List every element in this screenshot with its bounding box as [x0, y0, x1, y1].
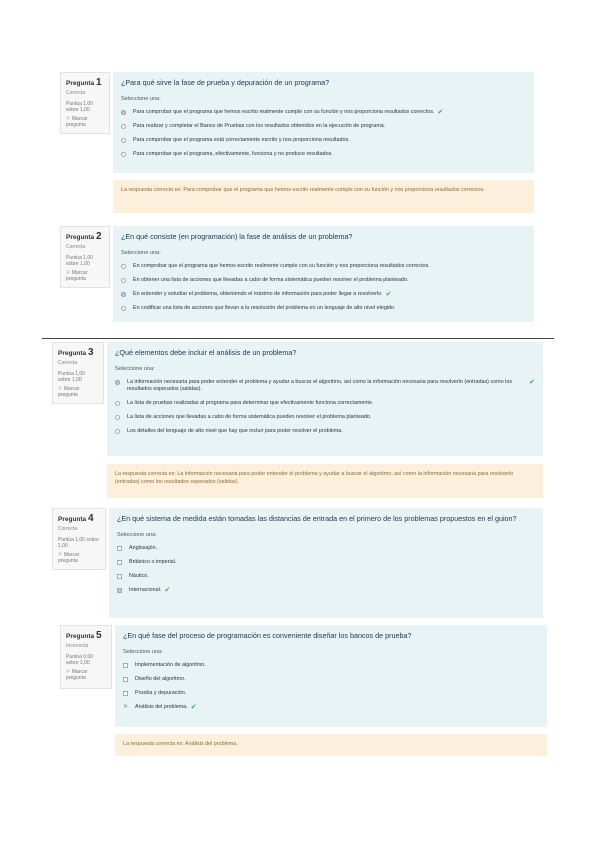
answer-option[interactable]: [117, 545, 535, 552]
question-number: 1: [95, 77, 102, 88]
answer-text: Para comprobar que el programa que hemos escrito realmente cumple con su función y nos proporciona resultados correctos.: [133, 109, 435, 115]
answer-text: Náutico.: [129, 573, 149, 579]
flag-question[interactable]: [66, 116, 104, 128]
question-prompt: ¿Qué elementos debe incluir el análisis de un problema?: [115, 348, 297, 357]
page-divider: [42, 338, 554, 339]
answer-option[interactable]: [121, 263, 526, 270]
flag-label: Marcar pregunta: [66, 270, 88, 282]
checkbox[interactable]: [123, 677, 128, 682]
answer-text: Anglosajón.: [129, 545, 158, 551]
question-number: 3: [87, 347, 94, 358]
correct-check-icon: ✔: [190, 704, 197, 711]
radio-button[interactable]: [121, 278, 126, 283]
flag-question[interactable]: [66, 669, 106, 681]
flag-question[interactable]: [58, 552, 100, 564]
answer-option[interactable]: [123, 704, 539, 711]
question-title: [58, 347, 98, 358]
question-score: Puntúa 1,00 sobre 1,00: [58, 371, 85, 383]
answer-text: En codificar una lista de acciones que llevan a la resolución del problema en un lenguaje de alto nivel elegido.: [133, 305, 396, 311]
question-state: Correcta: [58, 360, 78, 366]
correct-check-icon: ✔: [385, 291, 392, 298]
feedback-box: La respuesta correcta es: Para comprobar que el programa que hemos escrito realmente cumple con su función y nos proporciona resultados correctos.: [113, 180, 534, 213]
question-state: Correcta: [66, 244, 86, 250]
answer-option[interactable]: [123, 662, 539, 669]
radio-button[interactable]: [115, 401, 120, 406]
answer-text: Para comprobar que el programa, efectivamente, funciona y no produce resultados.: [133, 151, 333, 157]
question-number: 2: [95, 231, 102, 242]
checkbox[interactable]: [117, 588, 122, 593]
answer-option[interactable]: [117, 573, 535, 580]
flag-label: Marcar pregunta: [58, 386, 80, 398]
checkbox[interactable]: [123, 691, 128, 696]
answer-option[interactable]: [121, 109, 526, 116]
question-info: [60, 625, 112, 689]
radio-button[interactable]: [121, 152, 126, 157]
answer-text: En obtener una lista de acciones que llevadas a cabo de forma sistemática pueden resolver el problema planteado.: [133, 277, 409, 283]
question-label: Pregunta: [58, 350, 87, 357]
answer-text: En entender y estudiar el problema, obteniendo el máximo de información para poder llegar a resolverlo.: [133, 291, 383, 297]
answer-text: La lista de pruebas realizadas al programa para determinar que efectivamente funciona correctamente.: [127, 400, 374, 406]
radio-button[interactable]: [121, 138, 126, 143]
checkbox[interactable]: [117, 574, 122, 579]
answer-option[interactable]: [121, 137, 526, 144]
answer-option[interactable]: [121, 277, 526, 284]
flag-label: Marcar pregunta: [66, 116, 88, 128]
radio-button[interactable]: [121, 306, 126, 311]
question-score: Puntúa 1,00 sobre 1,00: [66, 255, 93, 267]
flag-question[interactable]: [66, 270, 104, 282]
answer-option[interactable]: [123, 676, 539, 683]
radio-button[interactable]: [115, 429, 120, 434]
select-label: Seleccione una:: [121, 96, 161, 102]
question-info: [60, 72, 110, 134]
select-label: Seleccione una:: [121, 250, 161, 256]
checkbox[interactable]: [117, 546, 122, 551]
question-number: 4: [87, 513, 94, 524]
radio-button[interactable]: [121, 124, 126, 129]
question-info: [60, 226, 110, 288]
feedback-box: La respuesta correcta es: Análisis del problema.: [115, 734, 547, 756]
question-prompt: ¿En qué sistema de medida están tomadas las distancias de entrada en el primero de los problemas propuestos en el guion?: [117, 514, 517, 523]
answer-text: La información necesaria para poder entender el problema y ayudar a buscar el algoritmo, así como la información necesaria para resolverlo (entradas) como los resultados esperados (salidas).: [127, 379, 513, 392]
question-title: [58, 513, 100, 524]
checkbox[interactable]: [117, 560, 122, 565]
radio-button[interactable]: [121, 110, 126, 115]
radio-button[interactable]: [115, 415, 120, 420]
answer-text: Para comprobar que el programa está correctamente escrito y nos proporciona resultados.: [133, 137, 350, 143]
answer-text: Implementación de algoritmo.: [135, 662, 206, 668]
answer-text: Análisis del problema.: [135, 704, 188, 710]
question-content: [107, 342, 543, 456]
question-prompt: ¿En qué fase del proceso de programación es conveniente diseñar los bancos de prueba?: [123, 631, 412, 640]
answer-text: Los detalles del lenguaje de alto nivel que hay que incluir para poder resolver el problema.: [127, 428, 343, 434]
correct-check-icon: ✔: [164, 587, 171, 594]
flag-label: Marcar pregunta: [58, 552, 80, 564]
question-content: [115, 625, 547, 727]
flag-icon: ⚐: [58, 386, 63, 392]
question-content: [113, 226, 534, 322]
answer-text: Británico o imperial.: [129, 559, 177, 565]
radio-button[interactable]: [121, 264, 126, 269]
flag-question[interactable]: [58, 386, 98, 398]
answer-option[interactable]: [115, 400, 535, 407]
flag-icon: ⚐: [58, 552, 63, 558]
question-content: [109, 508, 543, 618]
feedback-box: La respuesta correcta es: La información necesaria para poder entender el problema y ayudar a buscar el algoritmo, así como la información necesaria para resolverlo (entradas) como los resultados esperados (salidas).: [107, 464, 543, 498]
correct-check-icon: ✔: [529, 379, 535, 386]
question-prompt: ¿En qué consiste (en programación) la fase de análisis de un problema?: [121, 232, 353, 241]
answer-text: Diseño del algoritmo.: [135, 676, 186, 682]
question-score: Puntúa 1,00 sobre 1,00: [66, 101, 93, 113]
answer-option[interactable]: [123, 690, 539, 697]
radio-button[interactable]: [115, 380, 120, 385]
answer-option[interactable]: [121, 291, 526, 298]
flag-icon: ⚐: [66, 669, 71, 675]
answer-option[interactable]: [121, 151, 526, 158]
select-label: Seleccione una:: [115, 366, 155, 372]
question-score: Puntúa 1,00 sobre 1,00: [58, 537, 99, 549]
checkbox[interactable]: [123, 663, 128, 668]
question-label: Pregunta: [66, 234, 95, 241]
question-label: Pregunta: [66, 633, 95, 640]
answer-text: En comprobar que el programa que hemos escrito realmente cumple con su función y nos proporciona resultados correctos.: [133, 263, 430, 269]
question-number: 5: [95, 630, 102, 641]
question-label: Pregunta: [58, 516, 87, 523]
answer-option[interactable]: [115, 379, 535, 393]
question-info: [52, 342, 104, 404]
question-prompt: ¿Para qué sirve la fase de prueba y depuración de un programa?: [121, 78, 330, 87]
answer-option[interactable]: [121, 305, 526, 312]
question-state: Incorrecta: [66, 643, 89, 649]
answer-text: La lista de acciones que llevadas a cabo de forma sistemática pueden resolver el problema planteado.: [127, 414, 372, 420]
question-content: [113, 72, 534, 173]
question-title: [66, 231, 104, 242]
question-title: [66, 630, 106, 641]
answer-option[interactable]: [115, 414, 535, 421]
answer-option[interactable]: [117, 559, 535, 566]
answer-option[interactable]: [117, 587, 535, 594]
radio-button[interactable]: [121, 292, 126, 297]
question-score: Puntúa 0,00 sobre 1,00: [66, 654, 93, 666]
answer-text: Internacional.: [129, 587, 162, 593]
answer-option[interactable]: [115, 428, 535, 435]
flag-icon: ⚐: [66, 116, 71, 122]
select-label: Seleccione una:: [123, 649, 163, 655]
question-info: [52, 508, 106, 570]
incorrect-x-icon: ✕: [123, 704, 129, 710]
select-label: Seleccione una:: [117, 532, 157, 538]
flag-icon: ⚐: [66, 270, 71, 276]
answer-text: Para realizar y completar el Banco de Pruebas con los resultados obtenidos en la ejecución de programa.: [133, 123, 386, 129]
correct-check-icon: ✔: [437, 109, 444, 116]
flag-label: Marcar pregunta: [66, 669, 88, 681]
question-title: [66, 77, 104, 88]
answer-option[interactable]: [121, 123, 526, 130]
question-state: Correcta: [58, 526, 78, 532]
question-state: Correcta: [66, 90, 86, 96]
answer-text: Prueba y depuración.: [135, 690, 187, 696]
question-label: Pregunta: [66, 80, 95, 87]
